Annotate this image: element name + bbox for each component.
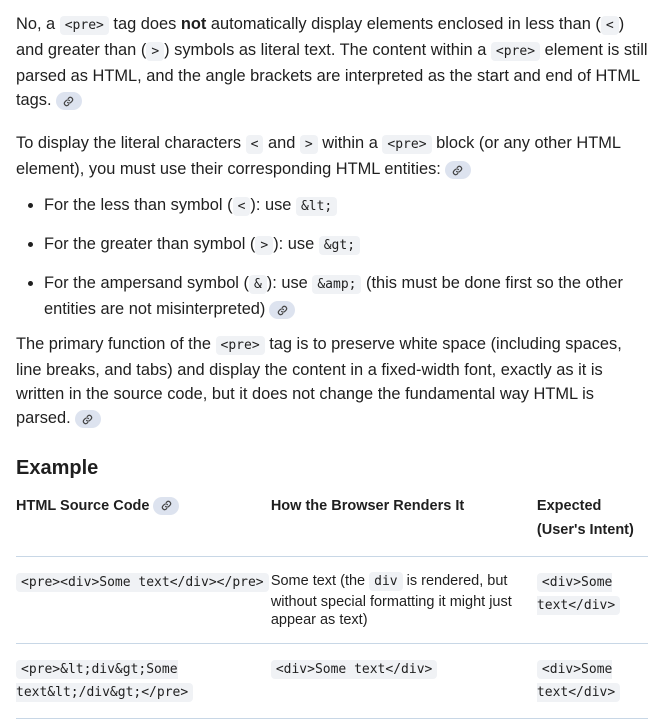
- column-header: How the Browser Renders It: [270, 498, 465, 514]
- table-cell: Some text (the div is rendered, but without special formatting it might just appear as text): [270, 573, 512, 628]
- inline-code: >: [255, 236, 273, 255]
- emphasis: not: [180, 15, 207, 33]
- table-cell: [16, 557, 271, 644]
- inline-code: &: [249, 275, 267, 294]
- code-snippet: <pre>&lt;div&gt;Some text&lt;/div&gt;</pre>: [16, 660, 193, 702]
- inline-code: >: [146, 42, 164, 61]
- citation-chip[interactable]: [153, 497, 179, 515]
- code-snippet: <div>Some text</div>: [271, 660, 438, 679]
- list-item: • For the less than symbol ( < ): use &lt;: [44, 193, 651, 219]
- link-icon: [82, 414, 93, 425]
- code-snippet: <div>Some text</div>: [537, 573, 620, 615]
- citation-chip[interactable]: [445, 161, 471, 179]
- inline-code: <pre>: [382, 135, 431, 154]
- link-icon: [63, 96, 74, 107]
- column-header: HTML Source Code: [16, 494, 271, 557]
- inline-code: <: [233, 197, 251, 216]
- paragraph-answer: No, a <pre> tag does not automatically display elements enclosed in less than ( < ) and greater than ( > ) symbols as literal text. The content within a <pre> element is still parsed as HTML, and the angle brackets are interpreted as the start and end of HTML tags.: [16, 15, 648, 109]
- inline-code: <pre>: [216, 336, 265, 355]
- table-cell: [537, 557, 648, 644]
- link-icon: [277, 305, 288, 316]
- table-cell: [537, 644, 648, 719]
- inline-code: div: [369, 572, 402, 591]
- inline-code: <: [601, 16, 619, 35]
- paragraph-entities: To display the literal characters < and > within a <pre> block (or any other HTML element), you must use their corresponding HTML entities:: [16, 134, 621, 178]
- inline-code: <pre>: [60, 16, 109, 35]
- link-icon: [452, 165, 463, 176]
- list-item: • For the greater than symbol ( > ): use &gt;: [44, 232, 651, 258]
- table-cell: [271, 644, 537, 719]
- table-row: [16, 644, 648, 719]
- column-header: Expected (User's Intent): [536, 498, 634, 538]
- inline-code: <: [246, 135, 264, 154]
- citation-chip[interactable]: [75, 410, 101, 428]
- paragraph-purpose: The primary function of the <pre> tag is to preserve white space (including spaces, line breaks, and tabs) and display the content in a fixed-width font, exactly as it is written in the source code, but it does not change the fundamental way HTML is parsed.: [16, 335, 622, 427]
- citation-chip[interactable]: [56, 92, 82, 110]
- inline-code: &lt;: [296, 197, 337, 216]
- table-row: [16, 557, 648, 644]
- citation-chip[interactable]: [269, 301, 295, 319]
- table-header-row: [16, 494, 648, 557]
- inline-code: &amp;: [312, 275, 361, 294]
- code-snippet: <pre><div>Some text</div></pre>: [16, 573, 269, 592]
- entity-list: [16, 193, 651, 321]
- table-cell: [16, 644, 271, 719]
- link-icon: [161, 500, 172, 511]
- inline-code: >: [300, 135, 318, 154]
- example-heading: Example: [16, 457, 99, 479]
- inline-code: <pre>: [491, 42, 540, 61]
- inline-code: &gt;: [319, 236, 360, 255]
- code-snippet: <div>Some text</div>: [537, 660, 620, 702]
- example-table: [16, 494, 648, 719]
- list-item: • For the ampersand symbol ( & ): use &amp; (this must be done first so the other entities are not misinterpreted): [44, 271, 651, 321]
